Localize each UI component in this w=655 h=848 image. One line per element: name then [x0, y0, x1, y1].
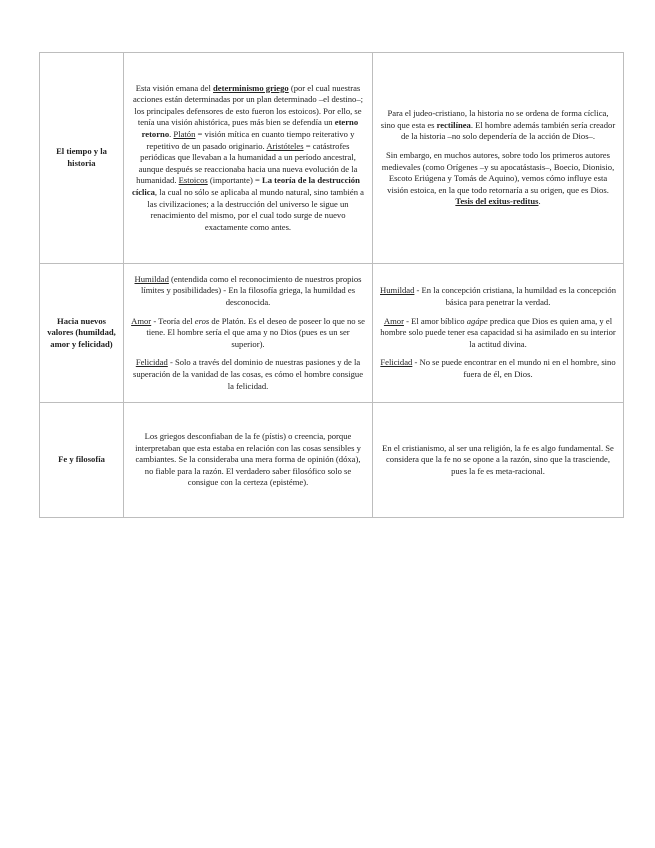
- term-felicidad: Felicidad: [135, 357, 168, 368]
- table-row: [40, 403, 624, 518]
- term-felicidad: Felicidad: [380, 357, 413, 368]
- text: (por el cual nuestras acciones están determinadas por un plan determinado –el destino–; los principales defensores de esto fueron los estoicos). Por ello, se tenía una visión ahistórica, pues más bien se defendía un: [132, 82, 364, 128]
- term-humildad: Humildad: [380, 285, 415, 296]
- term-rectilinea: rectilínea: [436, 119, 471, 130]
- paragraph: [380, 150, 616, 208]
- row-heading-fe: Fe y filosofía: [40, 403, 124, 518]
- term-exitus-reditus: Tesis del exitus-reditus: [455, 196, 539, 207]
- term-eterno-retorno: eterno retorno: [141, 117, 359, 140]
- term-amor: Amor: [383, 315, 404, 326]
- text: de Platón. Es el deseo de poseer lo que no se tiene. El hombre sería el que ama y no Dios (pues es un ser superior).: [146, 315, 365, 349]
- paragraph-humildad: [380, 285, 616, 308]
- term-platon: Platón: [173, 129, 196, 140]
- text: .: [538, 196, 541, 207]
- paragraph-felicidad: [131, 357, 365, 392]
- paragraph-amor: [131, 316, 365, 351]
- text: Esta visión emana del: [135, 82, 214, 93]
- text: Sin embargo, en muchos autores, sobre todo los primeros autores medievales (como Orígenes –y su apocatástasis–, Boecio, Dionisio, Escoto Eriúgena y Tomás de Aquino), vemos cómo influye esta visión estoica, en la que todo retornaría a su origen, que es Dios.: [381, 149, 615, 195]
- cell-greek-tiempo: [124, 53, 373, 264]
- paragraph: [131, 83, 365, 234]
- text: , la cual no sólo se aplicaba al mundo natural, sino también a las civilizaciones; a la destrucción del universo le sigue un renacimiento del mismo, por el cual todo surge de nuevo exactamente como antes.: [147, 186, 364, 232]
- paragraph: En el cristianismo, al ser una religión, la fe es algo fundamental. Se considera que la fe no se opone a la razón, sino que la trasciende, pues la fe es meta-racional.: [382, 442, 614, 476]
- text: - En la concepción cristiana, la humildad es la concepción básica para penetrar la verdad.: [414, 285, 617, 308]
- text: (importante) =: [207, 175, 262, 186]
- cell-christian-valores: [373, 264, 624, 403]
- text: .: [169, 129, 174, 140]
- text: = catástrofes periódicas que llevaban a la humanidad a un período ancestral, aunque después se reaccionaba hacia una nueva evolución de la humanidad.: [136, 140, 358, 186]
- text: predica que Dios es quien ama, y el hombre solo puede tener esa capacidad si ha asimilado en su interior la actitud divina.: [380, 315, 616, 349]
- row-heading-valores: Hacia nuevos valores (humildad, amor y felicidad): [40, 264, 124, 403]
- term-aristoteles: Aristóteles: [266, 140, 304, 151]
- row-heading-tiempo: El tiempo y la historia: [40, 53, 124, 264]
- term-estoicos: Estoicos: [178, 175, 208, 186]
- term-agape: agápe: [466, 315, 488, 326]
- text: - Teoría del: [151, 315, 195, 326]
- term-amor: Amor: [131, 315, 152, 326]
- table-row: [40, 53, 624, 264]
- cell-christian-fe: [373, 403, 624, 518]
- cell-greek-fe: [124, 403, 373, 518]
- paragraph: Los griegos desconfiaban de la fe (pístis) o creencia, porque interpretaban que esta estaba en relación con las cosas sensibles y cambiantes. Se la consideraba una mera forma de opinión (dóxa), no fiable para la razón. El verdadero saber filosófico solo se consigue con la certeza (epistéme).: [135, 431, 361, 488]
- paragraph-felicidad: [380, 357, 616, 380]
- text: (entendida como el reconocimiento de nuestros propios límites y posibilidades) - En la filosofía griega, la humildad es desconocida.: [140, 273, 362, 308]
- term-eros: eros: [194, 315, 210, 326]
- cell-greek-valores: [124, 264, 373, 403]
- paragraph-amor: [380, 316, 616, 351]
- paragraph: [380, 108, 616, 143]
- comparison-table: [39, 52, 624, 518]
- text: = visión mítica en cuanto tiempo reiterativo y repetitivo de un pasado originario.: [146, 129, 355, 151]
- term-humildad: Humildad: [134, 273, 169, 284]
- text: - No se puede encontrar en el mundo ni en el hombre, sino fuera de él, en Dios.: [412, 357, 616, 379]
- table-row: [40, 264, 624, 403]
- text: . El hombre además también sería creador de la historia –no solo dependería de la acción de Dios–.: [400, 119, 616, 142]
- text: - El amor bíblico: [403, 315, 467, 326]
- text: - Solo a través del dominio de nuestras pasiones y de la superación de la vanidad de las cosas, es cómo el hombre consigue la felicidad.: [132, 357, 364, 391]
- term-determinismo: determinismo griego: [213, 82, 289, 93]
- text: Para el judeo-cristiano, la historia no se ordena de forma cíclica, sino que esta es: [380, 108, 609, 130]
- term-destruccion-ciclica: La teoría de la destrucción cíclica: [132, 175, 360, 197]
- cell-christian-tiempo: [373, 53, 624, 264]
- paragraph-humildad: [131, 274, 365, 309]
